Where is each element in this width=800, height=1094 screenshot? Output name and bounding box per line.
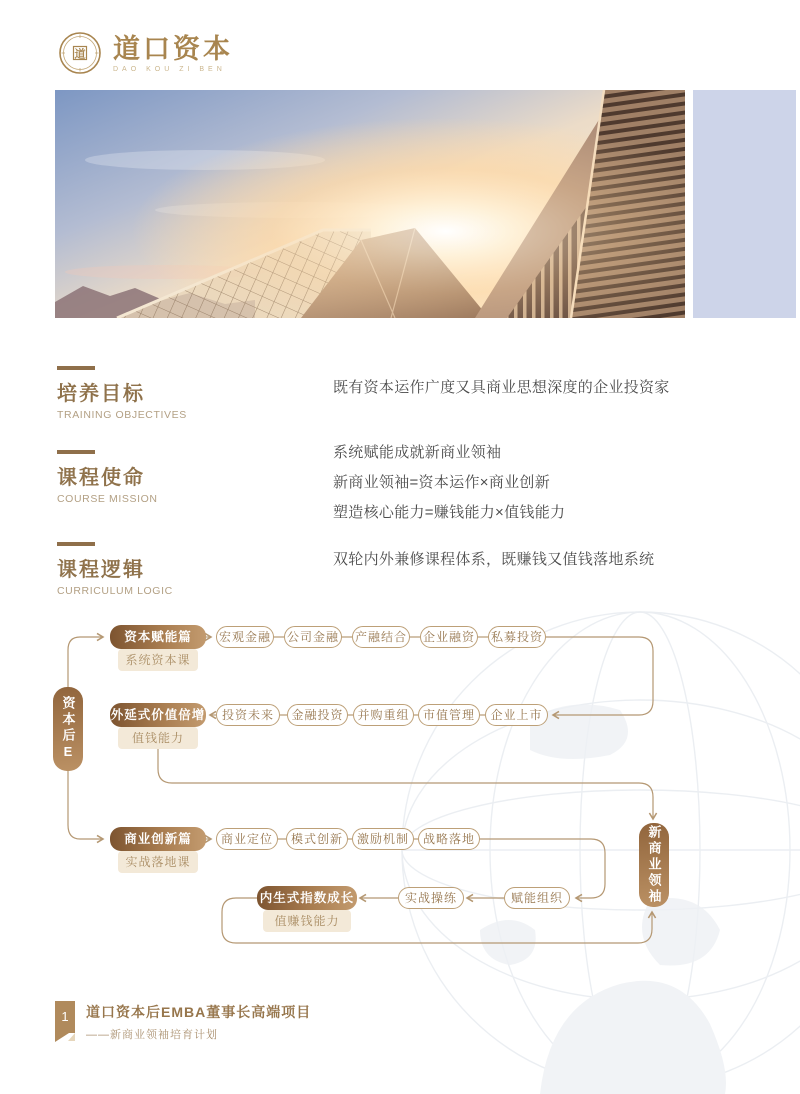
mission-text <box>333 438 565 528</box>
flow-item-model-innovation: 模式创新 <box>286 828 348 850</box>
flow-sub-system-capital-course: 系统资本课 <box>118 649 198 671</box>
flow-sub-practical-course: 实战落地课 <box>118 851 198 873</box>
section-course-mission <box>57 450 158 505</box>
flow-main-extension-value: 外延式价值倍增 <box>110 703 206 727</box>
flow-sub-earning-ability: 值赚钱能力 <box>263 910 351 932</box>
flow-item-macro-finance: 宏观金融 <box>216 626 274 648</box>
svg-text:道: 道 <box>74 48 86 61</box>
flow-sub-value-ability: 值钱能力 <box>118 727 198 749</box>
flow-item-strategy-landing: 战略落地 <box>418 828 480 850</box>
flow-item-practical-drill: 实战操练 <box>398 887 464 909</box>
section-title: 课程使命 <box>57 467 145 489</box>
flow-item-industry-finance: 产融结合 <box>352 626 410 648</box>
objectives-text: 既有资本运作广度又具商业思想深度的企业投资家 <box>333 379 670 396</box>
node-new-business-leader: 新商业领袖 <box>639 823 669 907</box>
footer-page-tag <box>55 1001 75 1033</box>
mission-line: 新商业领袖=资本运作×商业创新 <box>333 474 551 491</box>
hero-image <box>55 90 685 318</box>
section-subtitle: TRAINING OBJECTIVES <box>57 409 187 421</box>
footer-page-number: 1 <box>61 1009 69 1024</box>
brand-name-en: DAO KOU ZI BEN <box>113 65 226 73</box>
section-training-objectives <box>57 366 187 421</box>
brand-logo <box>57 30 233 76</box>
section-curriculum-logic <box>57 542 173 597</box>
flow-item-market-value-mgmt: 市值管理 <box>418 704 480 726</box>
flow-item-corporate-financing: 企业融资 <box>420 626 478 648</box>
section-subtitle: CURRICULUM LOGIC <box>57 585 173 597</box>
flow-item-business-positioning: 商业定位 <box>216 828 278 850</box>
flow-item-ma-restructuring: 并购重组 <box>353 704 414 726</box>
mission-line: 塑造核心能力=赚钱能力×值钱能力 <box>333 504 566 521</box>
heading-accent-bar <box>57 542 95 546</box>
footer-text <box>86 1002 311 1042</box>
flow-item-ipo: 企业上市 <box>485 704 548 726</box>
logic-text: 双轮内外兼修课程体系，既赚钱又值钱落地系统 <box>333 551 655 568</box>
flow-item-invest-future: 投资未来 <box>216 704 280 726</box>
heading-accent-bar <box>57 366 95 370</box>
footer-subtitle: ——新商业领袖培育计划 <box>86 1029 218 1041</box>
footer-title: 道口资本后EMBA董事长高端项目 <box>86 1004 312 1020</box>
flow-item-financial-investment: 金融投资 <box>287 704 348 726</box>
node-capital-e: 资本后E <box>53 687 83 771</box>
mission-line: 系统赋能成就新商业领袖 <box>333 444 502 461</box>
section-title: 培养目标 <box>57 383 145 405</box>
flow-item-private-equity: 私募投资 <box>488 626 546 648</box>
section-title: 课程逻辑 <box>57 559 145 581</box>
flow-item-incentive-mechanism: 激励机制 <box>352 828 414 850</box>
flow-main-capital-empowerment: 资本赋能篇 <box>110 625 206 649</box>
brand-emblem-icon <box>57 30 103 76</box>
section-subtitle: COURSE MISSION <box>57 493 158 505</box>
brand-name: 道口资本 <box>113 33 233 64</box>
flow-main-endogenous-growth: 内生式指数成长 <box>257 886 357 910</box>
heading-accent-bar <box>57 450 95 454</box>
side-panel <box>693 90 796 318</box>
flow-main-business-innovation: 商业创新篇 <box>110 827 206 851</box>
flow-item-corporate-finance: 公司金融 <box>284 626 342 648</box>
flow-item-empower-organization: 赋能组织 <box>504 887 570 909</box>
